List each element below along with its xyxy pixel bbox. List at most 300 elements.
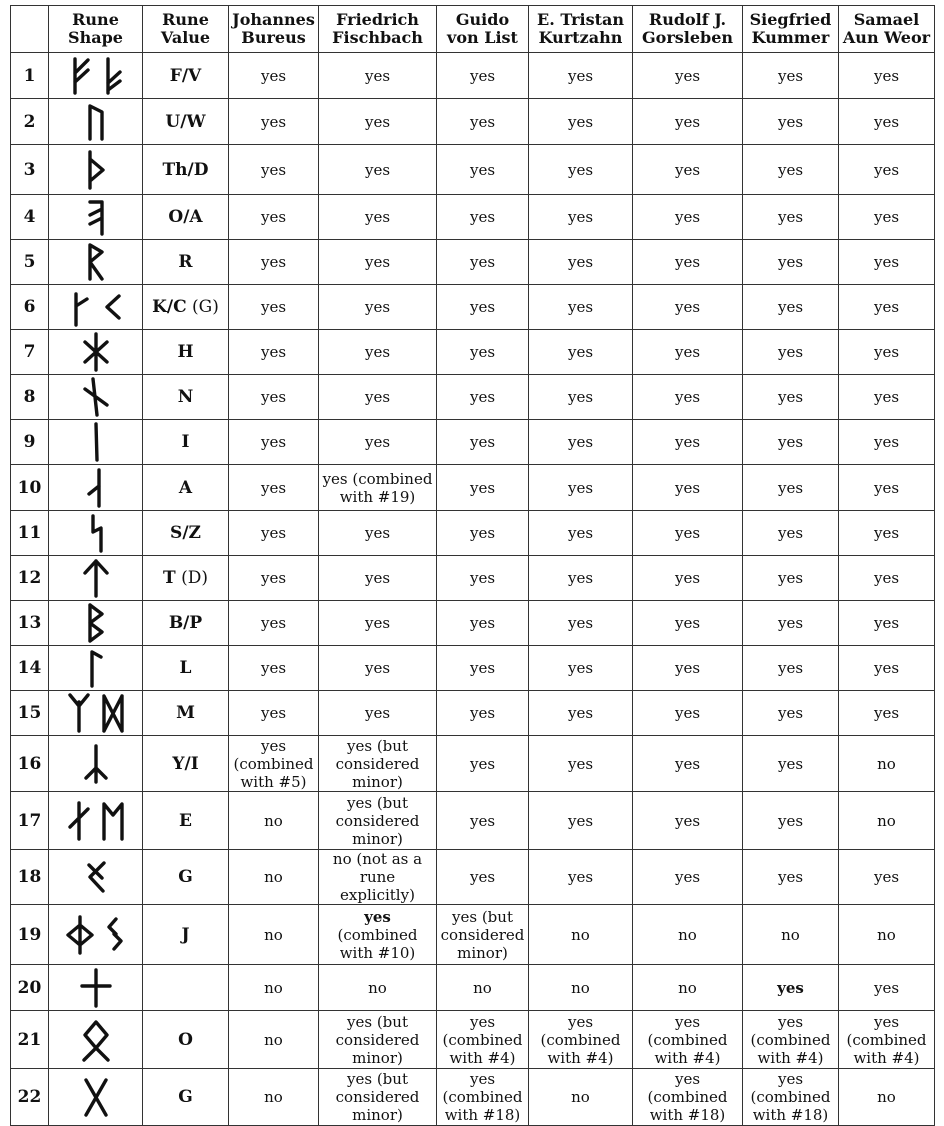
rune-shape-cell: [49, 285, 143, 330]
rune-shape-cell: [49, 965, 143, 1011]
rune-fehu-glyph: [75, 59, 88, 93]
rune-value-cell: [143, 1011, 229, 1069]
author-cell: yes: [633, 465, 743, 511]
author-cell: yes (combined with #5): [229, 736, 319, 792]
author-cell: yes: [839, 511, 935, 556]
rune-isa-glyph: [96, 424, 97, 460]
author-cell: yes: [743, 99, 839, 145]
author-cell: no: [529, 905, 633, 965]
rune-raidho-glyph: [90, 245, 102, 279]
author-cell: yes: [529, 736, 633, 792]
author-cell: no: [839, 792, 935, 850]
author-cell: yes: [633, 145, 743, 195]
author-cell: no: [229, 850, 319, 905]
author-cell: yes: [437, 691, 529, 736]
rune-value-cell: [143, 511, 229, 556]
author-cell: yes: [437, 285, 529, 330]
author-cell: yes: [229, 556, 319, 601]
author-cell: yes: [437, 99, 529, 145]
emphasized-answer: yes: [777, 978, 804, 997]
author-cell: yes: [437, 850, 529, 905]
rune-mannaz-glyph: [104, 696, 122, 731]
rune-comparison-table: [10, 5, 935, 1126]
rune-glyph-group: [68, 54, 124, 98]
rune-value: N: [177, 387, 194, 407]
rune-os-glyph: [90, 202, 102, 234]
rune-value-cell: [143, 691, 229, 736]
author-cell: yes: [319, 556, 437, 601]
row-number: 20: [11, 965, 49, 1011]
author-cell: yes: [437, 736, 529, 792]
rune-value: R: [178, 252, 193, 272]
author-cell: yes: [743, 646, 839, 691]
rune-value-cell: [143, 905, 229, 965]
rune-shape-cell: [49, 240, 143, 285]
author-cell: no: [229, 792, 319, 850]
author-cell: yes: [529, 691, 633, 736]
rune-value: Th/D: [162, 159, 209, 180]
author-cell: yes: [743, 53, 839, 99]
author-cell: yes: [839, 601, 935, 646]
table-row: [11, 420, 935, 465]
author-cell: yes: [529, 195, 633, 240]
author-cell: yes: [529, 145, 633, 195]
rune-glyph-group: [84, 195, 108, 239]
author-cell: yes: [437, 145, 529, 195]
table-row: [11, 792, 935, 850]
table-row: [11, 195, 935, 240]
author-cell: yes: [319, 99, 437, 145]
row-number: 19: [11, 905, 49, 965]
author-cell: yes: [229, 240, 319, 285]
author-cell: yes: [319, 601, 437, 646]
row-number: 5: [11, 240, 49, 285]
header-cell-aun-weor: Samael Aun Weor: [839, 6, 935, 53]
rune-shape-cell: [49, 99, 143, 145]
rune-glyph-group: [84, 646, 108, 690]
rune-value: I: [181, 432, 190, 452]
rune-shape-cell: [49, 1069, 143, 1126]
author-cell: yes: [743, 850, 839, 905]
author-cell: no: [633, 905, 743, 965]
rune-glyph-group: [66, 691, 126, 735]
answer-note: (combined with #10): [337, 925, 418, 962]
author-cell: yes: [743, 420, 839, 465]
author-cell: yes: [633, 601, 743, 646]
author-cell: yes: [319, 285, 437, 330]
row-number: 12: [11, 556, 49, 601]
author-cell: yes: [743, 465, 839, 511]
author-cell: yes: [229, 511, 319, 556]
rune-value: G: [178, 867, 193, 887]
row-number: 3: [11, 145, 49, 195]
author-cell: yes: [437, 195, 529, 240]
author-cell: yes: [839, 465, 935, 511]
author-cell: yes: [529, 792, 633, 850]
rune-thurisaz-glyph: [90, 152, 103, 188]
author-cell: no: [229, 1069, 319, 1126]
author-cell: yes: [229, 99, 319, 145]
rune-value: B/P: [168, 613, 203, 633]
rune-value: G: [178, 1087, 193, 1107]
author-cell: yes: [633, 556, 743, 601]
rune-shape-cell: [49, 145, 143, 195]
rune-shape-cell: [49, 736, 143, 792]
author-cell: yes: [839, 53, 935, 99]
rune-value-cell: [143, 601, 229, 646]
table-row: [11, 850, 935, 905]
rune-gibor-glyph: [89, 863, 104, 891]
rune-glyph-group: [81, 742, 111, 786]
author-cell: no: [437, 965, 529, 1011]
author-cell: yes: [743, 556, 839, 601]
rune-shape-cell: [49, 792, 143, 850]
rune-value-cell: [143, 556, 229, 601]
rune-glyph-group: [81, 1018, 111, 1062]
rune-value: A: [178, 477, 193, 498]
table-row: [11, 1069, 935, 1126]
rune-man-glyph: [70, 695, 88, 731]
author-cell: yes: [437, 420, 529, 465]
author-cell: yes: [839, 240, 935, 285]
rune-value: T: [163, 568, 176, 588]
author-cell: yes: [319, 511, 437, 556]
author-cell: yes: [437, 646, 529, 691]
row-number: 18: [11, 850, 49, 905]
author-cell: yes: [229, 145, 319, 195]
header-cell-kummer: Siegfried Kummer: [743, 6, 839, 53]
author-cell: yes (but considered minor): [319, 736, 437, 792]
table-row: [11, 556, 935, 601]
author-cell: yes: [839, 330, 935, 375]
rune-fehu-alt-glyph: [108, 59, 120, 93]
author-cell: no: [529, 1069, 633, 1126]
author-cell: yes: [437, 330, 529, 375]
rune-glyph-group: [84, 466, 108, 510]
author-cell: yes (combined with #4): [437, 1011, 529, 1069]
table-row: [11, 1011, 935, 1069]
author-cell: yes (combined with #4): [529, 1011, 633, 1069]
rune-value-cell: [143, 195, 229, 240]
author-cell: yes: [633, 53, 743, 99]
table-row: [11, 240, 935, 285]
author-cell: yes: [529, 850, 633, 905]
author-cell: yes: [839, 145, 935, 195]
rune-bjarkan-glyph: [90, 605, 102, 641]
rune-value-cell: [143, 240, 229, 285]
rune-value: S/Z: [170, 523, 201, 543]
row-number: 21: [11, 1011, 49, 1069]
author-cell: yes: [319, 53, 437, 99]
table-row: [11, 646, 935, 691]
author-cell: no: [529, 965, 633, 1011]
author-cell: yes: [529, 511, 633, 556]
author-cell: yes: [229, 375, 319, 420]
rune-shape-cell: [49, 601, 143, 646]
rune-shape-cell: [49, 556, 143, 601]
author-cell: yes (but considered minor): [319, 792, 437, 850]
rune-shape-cell: [49, 330, 143, 375]
rune-value: Y/I: [172, 753, 199, 774]
author-cell: yes: [633, 375, 743, 420]
rune-othala-glyph: [84, 1022, 108, 1060]
rune-gebo-glyph: [86, 1080, 106, 1115]
rune-shape-cell: [49, 195, 143, 240]
author-cell: yes: [437, 375, 529, 420]
rune-glyph-group: [84, 148, 108, 192]
rune-shape-cell: [49, 375, 143, 420]
header-cell-fischbach: Friedrich Fischbach: [319, 6, 437, 53]
author-cell: yes: [229, 465, 319, 511]
row-number: 15: [11, 691, 49, 736]
author-cell: yes (combined with #4): [839, 1011, 935, 1069]
author-cell: yes: [839, 965, 935, 1011]
author-cell: no: [633, 965, 743, 1011]
rune-glyph-group: [84, 240, 108, 284]
author-cell: no: [319, 965, 437, 1011]
rune-hagal-glyph: [85, 334, 107, 370]
rune-value-cell: [143, 646, 229, 691]
author-cell: yes: [839, 375, 935, 420]
author-cell: yes: [839, 99, 935, 145]
row-number: 1: [11, 53, 49, 99]
author-cell: yes: [229, 330, 319, 375]
author-cell: yes: [743, 195, 839, 240]
author-cell: yes: [229, 646, 319, 691]
author-cell: yes: [529, 99, 633, 145]
author-cell: yes: [743, 511, 839, 556]
table-row: [11, 145, 935, 195]
author-cell: yes: [529, 285, 633, 330]
row-number: 16: [11, 736, 49, 792]
author-cell: yes: [839, 420, 935, 465]
author-cell: yes: [437, 792, 529, 850]
author-cell: yes (combined with #18): [743, 1069, 839, 1126]
row-number: 13: [11, 601, 49, 646]
rune-shape-cell: [49, 905, 143, 965]
author-cell: [319, 905, 437, 965]
row-number: 10: [11, 465, 49, 511]
author-cell: yes: [839, 850, 935, 905]
rune-shape-cell: [49, 691, 143, 736]
rune-jera-glyph: [109, 919, 121, 949]
table-body: [11, 53, 935, 1126]
table-row: [11, 965, 935, 1011]
author-cell: yes: [839, 691, 935, 736]
rune-shape-cell: [49, 646, 143, 691]
rune-value: F/V: [169, 65, 202, 86]
author-cell: yes (combined with #19): [319, 465, 437, 511]
table-row: [11, 601, 935, 646]
table-row: [11, 905, 935, 965]
row-number: 4: [11, 195, 49, 240]
table-row: [11, 99, 935, 145]
rune-value-cell: [143, 420, 229, 465]
author-cell: yes: [743, 330, 839, 375]
author-cell: yes: [319, 145, 437, 195]
emphasized-answer: yes: [364, 907, 391, 926]
rune-value: M: [176, 703, 195, 723]
author-cell: yes: [839, 646, 935, 691]
rune-glyph-group: [78, 966, 114, 1010]
rune-value-cell: [143, 53, 229, 99]
rune-glyph-group: [66, 799, 126, 843]
author-cell: yes: [633, 285, 743, 330]
author-cell: no: [743, 905, 839, 965]
author-cell: [743, 965, 839, 1011]
table-row: [11, 511, 935, 556]
author-cell: yes: [743, 601, 839, 646]
rune-value-cell: [143, 465, 229, 511]
rune-value: H: [177, 342, 194, 362]
rune-sol-glyph: [93, 516, 101, 551]
row-number: 6: [11, 285, 49, 330]
rune-shape-cell: [49, 850, 143, 905]
row-number: 17: [11, 792, 49, 850]
rune-value-cell: [143, 736, 229, 792]
author-cell: yes: [437, 240, 529, 285]
row-number: 22: [11, 1069, 49, 1126]
author-cell: yes: [319, 375, 437, 420]
author-cell: yes: [437, 53, 529, 99]
author-cell: no: [839, 905, 935, 965]
author-cell: yes: [633, 420, 743, 465]
rune-glyph-group: [81, 375, 111, 419]
author-cell: yes: [529, 601, 633, 646]
rune-value-cell: [143, 375, 229, 420]
table-row: [11, 330, 935, 375]
author-cell: yes: [529, 240, 633, 285]
author-cell: yes: [319, 330, 437, 375]
rune-value: J: [181, 924, 190, 945]
row-number: 7: [11, 330, 49, 375]
rune-value-cell: [143, 965, 229, 1011]
rune-cross-glyph: [82, 970, 110, 1006]
rune-shape-cell: [49, 53, 143, 99]
rune-tyr-glyph: [85, 561, 107, 596]
author-cell: no (not as a rune explicitly): [319, 850, 437, 905]
author-cell: no: [839, 736, 935, 792]
author-cell: yes: [529, 375, 633, 420]
rune-value-cell: [143, 792, 229, 850]
author-cell: no: [229, 1011, 319, 1069]
author-cell: yes: [229, 601, 319, 646]
author-cell: yes: [633, 646, 743, 691]
rune-glyph-group: [81, 855, 111, 899]
rune-value-cell: [143, 145, 229, 195]
author-cell: yes: [743, 736, 839, 792]
rune-kaun-glyph: [76, 294, 87, 325]
header-row: [11, 6, 935, 53]
header-cell-rune-shape: Rune Shape: [49, 6, 143, 53]
author-cell: yes: [529, 53, 633, 99]
author-cell: yes: [633, 850, 743, 905]
author-cell: yes (combined with #4): [743, 1011, 839, 1069]
header-cell-gorsleben: Rudolf J. Gorsleben: [633, 6, 743, 53]
row-number: 14: [11, 646, 49, 691]
author-cell: yes: [529, 465, 633, 511]
author-cell: yes: [633, 330, 743, 375]
author-cell: yes: [743, 691, 839, 736]
rune-value-cell: [143, 99, 229, 145]
row-number: 8: [11, 375, 49, 420]
header-cell-list: Guido von List: [437, 6, 529, 53]
rune-value: O/A: [168, 207, 203, 227]
rune-value-cell: [143, 850, 229, 905]
author-cell: yes: [319, 240, 437, 285]
header-cell-bureus: Johannes Bureus: [229, 6, 319, 53]
table-row: [11, 736, 935, 792]
author-cell: no: [229, 965, 319, 1011]
table-row: [11, 53, 935, 99]
author-cell: yes: [319, 646, 437, 691]
author-cell: yes: [839, 556, 935, 601]
rune-glyph-group: [81, 1075, 111, 1119]
table-row: [11, 691, 935, 736]
author-cell: yes: [229, 53, 319, 99]
rune-value-alternate: (G): [186, 297, 219, 317]
author-cell: yes: [743, 240, 839, 285]
author-cell: yes: [743, 285, 839, 330]
rune-glyph-group: [68, 285, 124, 329]
author-cell: yes: [633, 195, 743, 240]
rune-yr-glyph: [86, 746, 106, 782]
rune-value: O: [178, 1029, 193, 1050]
rune-value-cell: [143, 1069, 229, 1126]
author-cell: yes: [229, 285, 319, 330]
author-cell: yes: [319, 420, 437, 465]
author-cell: yes (combined with #18): [437, 1069, 529, 1126]
rune-glyph-group: [84, 420, 108, 464]
rune-value: K/C: [152, 297, 187, 317]
rune-glyph-group: [84, 100, 108, 144]
author-cell: yes: [319, 195, 437, 240]
rune-eh-arm-glyph: [70, 803, 88, 839]
author-cell: yes: [743, 145, 839, 195]
author-cell: yes: [743, 792, 839, 850]
author-cell: yes: [839, 285, 935, 330]
table-row: [11, 465, 935, 511]
rune-ehwaz-glyph: [104, 804, 122, 839]
rune-uruz-glyph: [90, 106, 102, 139]
author-cell: yes: [529, 646, 633, 691]
author-cell: yes: [229, 420, 319, 465]
header-cell-rune-value: Rune Value: [143, 6, 229, 53]
rune-shape-cell: [49, 511, 143, 556]
author-cell: yes: [633, 691, 743, 736]
rune-glyph-group: [81, 556, 111, 600]
author-cell: yes: [633, 240, 743, 285]
author-cell: yes: [319, 691, 437, 736]
author-cell: yes (but considered minor): [319, 1011, 437, 1069]
author-cell: yes (but considered minor): [319, 1069, 437, 1126]
rune-value-cell: [143, 330, 229, 375]
row-number: 2: [11, 99, 49, 145]
header-cell-number: [11, 6, 49, 53]
rune-kenaz-glyph: [107, 296, 119, 318]
author-cell: yes: [437, 556, 529, 601]
author-cell: yes: [437, 465, 529, 511]
row-number: 11: [11, 511, 49, 556]
rune-naudiz-glyph: [85, 379, 107, 415]
rune-value-cell: [143, 285, 229, 330]
rune-shape-cell: [49, 1011, 143, 1069]
rune-shape-cell: [49, 465, 143, 511]
author-cell: yes: [743, 375, 839, 420]
author-cell: yes (combined with #18): [633, 1069, 743, 1126]
rune-value: E: [179, 810, 192, 831]
author-cell: yes: [839, 195, 935, 240]
